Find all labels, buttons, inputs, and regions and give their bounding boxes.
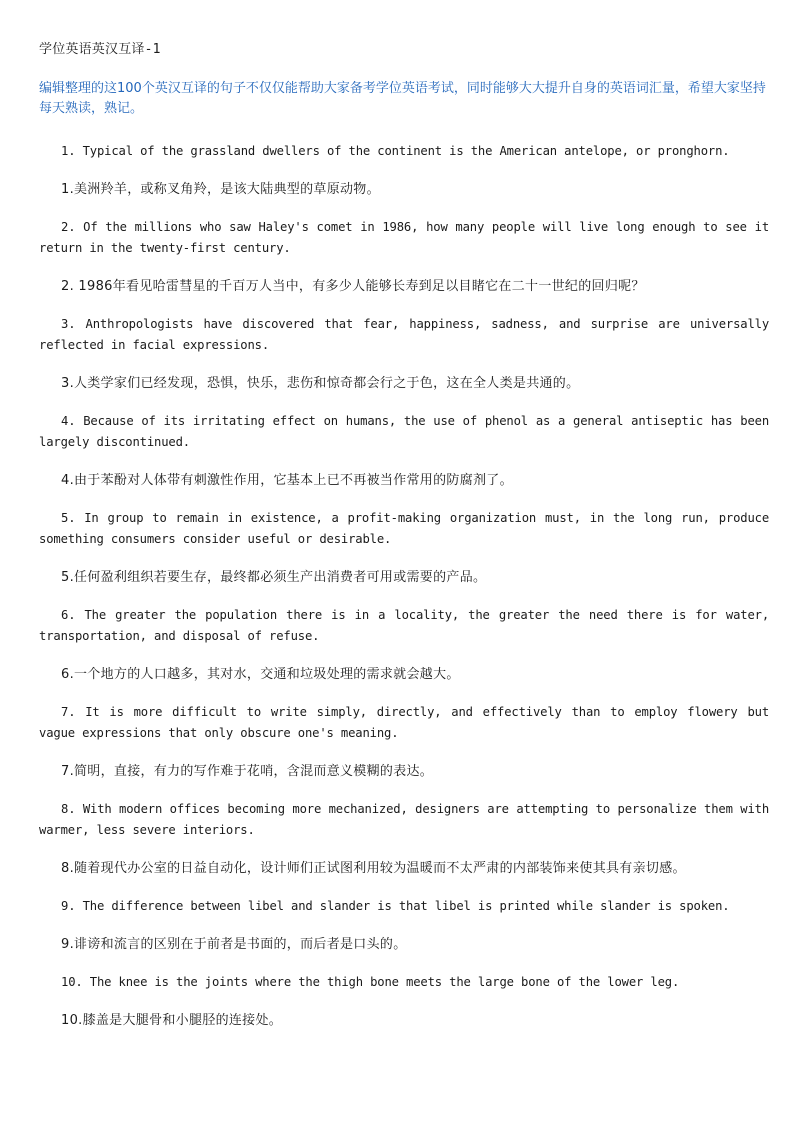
chinese-translation: 10.膝盖是大腿骨和小腿胫的连接处。 xyxy=(61,1013,283,1028)
intro-paragraph: 编辑整理的这100个英汉互译的句子不仅仅能帮助大家备考学位英语考试，同时能够大大提升自身的英语词汇量，希望大家坚持每天熟读，熟记。 xyxy=(39,81,766,116)
english-sentence: 3. Anthropologists have discovered that fear, happiness, sadness, and surprise are universally reflected in facial expressions. xyxy=(39,317,769,352)
english-sentence: 9. The difference between libel and slander is that libel is printed while slander is spoken. xyxy=(61,899,730,913)
chinese-translation: 9.诽谤和流言的区别在于前者是书面的，而后者是口头的。 xyxy=(61,937,407,952)
english-sentence: 5. In group to remain in existence, a profit-making organization must, in the long run, produce something consumers consider useful or desirable. xyxy=(39,511,769,546)
chinese-translation: 4.由于苯酚对人体带有刺激性作用，它基本上已不再被当作常用的防腐剂了。 xyxy=(61,473,513,488)
chinese-translation: 1.美洲羚羊，或称叉角羚，是该大陆典型的草原动物。 xyxy=(61,182,380,197)
chinese-translation: 8.随着现代办公室的日益自动化，设计师们正试图利用较为温暖而不太严肃的内部装饰来使其具有亲切感。 xyxy=(61,861,686,876)
chinese-translation: 5.任何盈利组织若要生存，最终都必须生产出消费者可用或需要的产品。 xyxy=(61,570,487,585)
english-sentence: 4. Because of its irritating effect on humans, the use of phenol as a general antiseptic has been largely discontinued. xyxy=(39,414,769,449)
english-sentence: 10. The knee is the joints where the thigh bone meets the large bone of the lower leg. xyxy=(61,975,680,989)
english-sentence: 8. With modern offices becoming more mechanized, designers are attempting to personalize them with warmer, less severe interiors. xyxy=(39,802,769,837)
english-sentence: 1. Typical of the grassland dwellers of the continent is the American antelope, or pronghorn. xyxy=(61,144,730,158)
english-sentence: 2. Of the millions who saw Haley's comet in 1986, how many people will live long enough to see it return in the twenty-first century. xyxy=(39,220,769,255)
chinese-translation: 2. 1986年看见哈雷彗星的千百万人当中，有多少人能够长寿到足以目睹它在二十一世纪的回归呢？ xyxy=(61,279,645,294)
document-title: 学位英语英汉互译-1 xyxy=(39,42,161,57)
chinese-translation: 3.人类学家们已经发现，恐惧，快乐，悲伤和惊奇都会行之于色，这在全人类是共通的。 xyxy=(61,376,580,391)
english-sentence: 6. The greater the population there is in a locality, the greater the need there is for water, transportation, and disposal of refuse. xyxy=(39,608,769,643)
chinese-translation: 6.一个地方的人口越多，其对水，交通和垃圾处理的需求就会越大。 xyxy=(61,667,460,682)
english-sentence: 7. It is more difficult to write simply, directly, and effectively than to employ flowery but vague expressions that only obscure one's meaning. xyxy=(39,705,769,740)
sentence-list xyxy=(39,141,769,1048)
chinese-translation: 7.简明，直接，有力的写作难于花哨，含混而意义模糊的表达。 xyxy=(61,764,434,779)
